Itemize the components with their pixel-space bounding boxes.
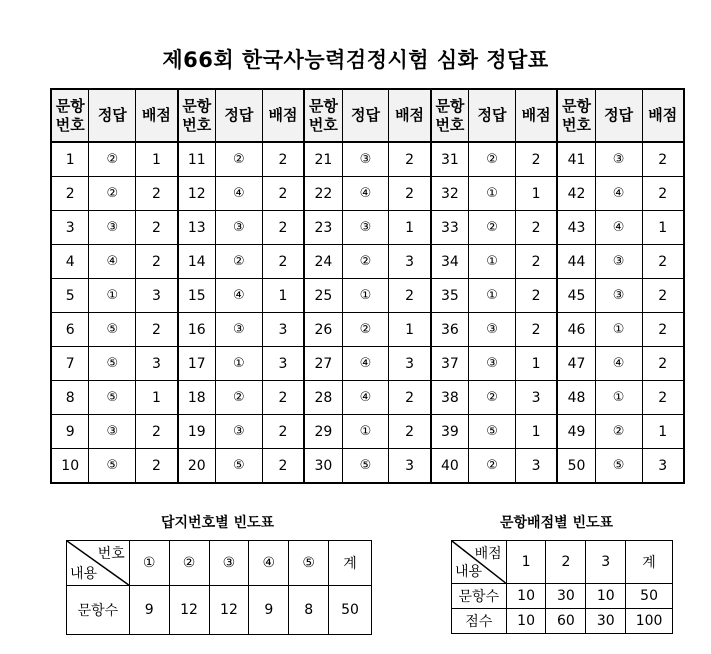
answer-cell: ④ <box>595 177 642 211</box>
header-number: 문항 번호 <box>557 89 595 142</box>
points-cell: 3 <box>389 449 431 484</box>
question-number: 24 <box>304 245 342 279</box>
question-number: 31 <box>431 142 469 177</box>
answer-cell: ④ <box>342 347 389 381</box>
points-cell: 3 <box>515 449 557 484</box>
question-number: 27 <box>304 347 342 381</box>
choice-frequency-table <box>66 540 372 635</box>
answer-cell: ② <box>469 381 516 415</box>
answer-cell: ② <box>89 142 136 177</box>
score-value-cell: 10 <box>506 584 546 609</box>
points-cell: 2 <box>515 313 557 347</box>
question-number: 32 <box>431 177 469 211</box>
question-number: 6 <box>51 313 89 347</box>
answer-cell: ① <box>595 381 642 415</box>
answer-cell: ③ <box>342 211 389 245</box>
points-cell: 2 <box>642 313 684 347</box>
points-cell: 3 <box>136 347 178 381</box>
points-cell: 2 <box>389 381 431 415</box>
header-number: 문항 번호 <box>304 89 342 142</box>
answer-cell: ③ <box>595 245 642 279</box>
header-answer: 정답 <box>342 89 389 142</box>
question-number: 5 <box>51 279 89 313</box>
question-number: 49 <box>557 415 595 449</box>
answer-cell: ① <box>595 313 642 347</box>
choice-column-header: ① <box>129 541 169 586</box>
header-points: 배점 <box>389 89 431 142</box>
question-number: 18 <box>178 381 216 415</box>
answer-cell: ② <box>215 245 262 279</box>
answer-cell: ③ <box>215 415 262 449</box>
answer-cell: ② <box>595 415 642 449</box>
header-points: 배점 <box>262 89 304 142</box>
question-number: 44 <box>557 245 595 279</box>
answer-cell: ⑤ <box>89 313 136 347</box>
points-cell: 3 <box>389 245 431 279</box>
answer-cell: ② <box>469 142 516 177</box>
points-cell: 2 <box>515 142 557 177</box>
question-number: 47 <box>557 347 595 381</box>
points-cell: 2 <box>642 279 684 313</box>
header-answer: 정답 <box>215 89 262 142</box>
points-cell: 2 <box>136 449 178 484</box>
answer-cell: ④ <box>342 177 389 211</box>
question-number: 23 <box>304 211 342 245</box>
points-cell: 1 <box>515 415 557 449</box>
points-cell: 2 <box>389 415 431 449</box>
points-cell: 1 <box>262 279 304 313</box>
choice-count-cell: 9 <box>129 586 169 635</box>
question-number: 37 <box>431 347 469 381</box>
question-number: 11 <box>178 142 216 177</box>
table-row <box>51 313 684 347</box>
score-value-cell: 30 <box>546 584 586 609</box>
points-cell: 2 <box>389 279 431 313</box>
question-number: 22 <box>304 177 342 211</box>
answer-cell: ① <box>469 245 516 279</box>
score-corner-cell <box>452 541 507 584</box>
answer-cell: ⑤ <box>595 449 642 484</box>
score-frequency-table <box>451 540 673 634</box>
choice-column-header: ③ <box>209 541 249 586</box>
answer-cell: ② <box>215 142 262 177</box>
corner-top-label: 배점 <box>474 546 502 562</box>
points-cell: 2 <box>262 177 304 211</box>
answer-cell: ⑤ <box>469 415 516 449</box>
corner-top-label: 번호 <box>97 546 125 562</box>
answer-cell: ④ <box>215 177 262 211</box>
question-number: 38 <box>431 381 469 415</box>
table-row <box>51 245 684 279</box>
table-row <box>51 381 684 415</box>
question-number: 7 <box>51 347 89 381</box>
points-cell: 2 <box>262 449 304 484</box>
points-cell: 3 <box>389 347 431 381</box>
choice-count-cell: 12 <box>209 586 249 635</box>
points-cell: 2 <box>136 211 178 245</box>
question-number: 42 <box>557 177 595 211</box>
table-row <box>51 449 684 484</box>
header-points: 배점 <box>642 89 684 142</box>
choice-freq-row <box>67 586 372 635</box>
points-cell: 1 <box>136 142 178 177</box>
answer-cell: ③ <box>215 211 262 245</box>
score-column-header: 2 <box>546 541 586 584</box>
points-cell: 1 <box>642 415 684 449</box>
answer-cell: ④ <box>215 279 262 313</box>
answer-cell: ④ <box>595 211 642 245</box>
points-cell: 2 <box>136 245 178 279</box>
answer-table <box>50 88 685 484</box>
score-value-cell: 50 <box>626 584 673 609</box>
points-cell: 2 <box>262 142 304 177</box>
answer-cell: ③ <box>595 142 642 177</box>
question-number: 50 <box>557 449 595 484</box>
choice-freq-title: 답지번호별 빈도표 <box>161 515 275 531</box>
answer-cell: ① <box>469 177 516 211</box>
question-number: 33 <box>431 211 469 245</box>
points-cell: 1 <box>136 381 178 415</box>
answer-cell: ⑤ <box>89 449 136 484</box>
score-column-header: 3 <box>586 541 626 584</box>
question-number: 10 <box>51 449 89 484</box>
choice-corner-cell <box>67 541 130 586</box>
points-cell: 2 <box>262 211 304 245</box>
answer-cell: ③ <box>215 313 262 347</box>
answer-cell: ② <box>342 313 389 347</box>
header-number: 문항 번호 <box>431 89 469 142</box>
points-cell: 2 <box>642 347 684 381</box>
answer-cell: ⑤ <box>342 449 389 484</box>
answer-cell: ③ <box>469 313 516 347</box>
answer-cell: ① <box>469 279 516 313</box>
question-number: 43 <box>557 211 595 245</box>
answer-cell: ② <box>469 449 516 484</box>
table-row <box>51 415 684 449</box>
answer-cell: ⑤ <box>215 449 262 484</box>
points-cell: 3 <box>515 381 557 415</box>
score-value-cell: 10 <box>506 609 546 634</box>
score-column-header: 1 <box>506 541 546 584</box>
answer-cell: ① <box>342 415 389 449</box>
question-number: 17 <box>178 347 216 381</box>
points-cell: 2 <box>515 279 557 313</box>
points-cell: 2 <box>136 313 178 347</box>
question-number: 3 <box>51 211 89 245</box>
header-answer: 정답 <box>595 89 642 142</box>
points-cell: 2 <box>515 245 557 279</box>
points-cell: 2 <box>642 245 684 279</box>
question-number: 26 <box>304 313 342 347</box>
points-cell: 1 <box>389 211 431 245</box>
question-number: 8 <box>51 381 89 415</box>
question-number: 9 <box>51 415 89 449</box>
answer-cell: ① <box>342 279 389 313</box>
question-number: 2 <box>51 177 89 211</box>
page-title: 제66회 한국사능력검정시험 심화 정답표 <box>162 48 549 72</box>
points-cell: 3 <box>262 347 304 381</box>
points-cell: 2 <box>642 142 684 177</box>
table-row <box>51 211 684 245</box>
question-number: 25 <box>304 279 342 313</box>
answer-cell: ③ <box>89 211 136 245</box>
points-cell: 2 <box>642 177 684 211</box>
choice-row-label: 문항수 <box>67 586 130 635</box>
points-cell: 2 <box>642 381 684 415</box>
points-cell: 2 <box>389 142 431 177</box>
corner-bottom-label: 내용 <box>70 566 98 582</box>
question-number: 41 <box>557 142 595 177</box>
question-number: 35 <box>431 279 469 313</box>
answer-table-header <box>51 89 684 142</box>
answer-cell: ② <box>469 211 516 245</box>
choice-count-cell: 8 <box>289 586 329 635</box>
question-number: 36 <box>431 313 469 347</box>
points-cell: 3 <box>136 279 178 313</box>
header-answer: 정답 <box>469 89 516 142</box>
score-freq-row <box>452 584 673 609</box>
answer-cell: ④ <box>595 347 642 381</box>
table-row <box>51 177 684 211</box>
answer-cell: ⑤ <box>89 381 136 415</box>
question-number: 48 <box>557 381 595 415</box>
score-value-cell: 60 <box>546 609 586 634</box>
answer-cell: ① <box>215 347 262 381</box>
question-number: 39 <box>431 415 469 449</box>
points-cell: 2 <box>262 381 304 415</box>
question-number: 13 <box>178 211 216 245</box>
question-number: 45 <box>557 279 595 313</box>
question-number: 29 <box>304 415 342 449</box>
choice-column-header: 계 <box>329 541 372 586</box>
points-cell: 2 <box>515 211 557 245</box>
question-number: 30 <box>304 449 342 484</box>
answer-cell: ② <box>89 177 136 211</box>
score-value-cell: 30 <box>586 609 626 634</box>
points-cell: 2 <box>136 415 178 449</box>
score-row-label: 문항수 <box>452 584 507 609</box>
points-cell: 1 <box>389 313 431 347</box>
question-number: 28 <box>304 381 342 415</box>
answer-cell: ④ <box>89 245 136 279</box>
choice-freq-header <box>67 541 372 586</box>
score-freq-row <box>452 609 673 634</box>
question-number: 1 <box>51 142 89 177</box>
score-freq-title: 문항배점별 빈도표 <box>500 515 614 531</box>
question-number: 15 <box>178 279 216 313</box>
answer-cell: ③ <box>342 142 389 177</box>
question-number: 46 <box>557 313 595 347</box>
points-cell: 3 <box>642 449 684 484</box>
table-row <box>51 279 684 313</box>
answer-cell: ⑤ <box>89 347 136 381</box>
table-row <box>51 142 684 177</box>
choice-column-header: ⑤ <box>289 541 329 586</box>
header-number: 문항 번호 <box>51 89 89 142</box>
points-cell: 2 <box>262 245 304 279</box>
choice-column-header: ② <box>169 541 209 586</box>
answer-cell: ③ <box>595 279 642 313</box>
answer-cell: ② <box>342 245 389 279</box>
points-cell: 1 <box>515 177 557 211</box>
question-number: 34 <box>431 245 469 279</box>
score-freq-header <box>452 541 673 584</box>
points-cell: 2 <box>136 177 178 211</box>
choice-count-cell: 12 <box>169 586 209 635</box>
header-points: 배점 <box>136 89 178 142</box>
choice-count-cell: 50 <box>329 586 372 635</box>
score-column-header: 계 <box>626 541 673 584</box>
choice-count-cell: 9 <box>249 586 289 635</box>
score-value-cell: 100 <box>626 609 673 634</box>
points-cell: 1 <box>515 347 557 381</box>
header-number: 문항 번호 <box>178 89 216 142</box>
question-number: 20 <box>178 449 216 484</box>
table-row <box>51 347 684 381</box>
points-cell: 2 <box>262 415 304 449</box>
question-number: 12 <box>178 177 216 211</box>
score-row-label: 점수 <box>452 609 507 634</box>
question-number: 19 <box>178 415 216 449</box>
answer-cell: ③ <box>89 415 136 449</box>
corner-bottom-label: 내용 <box>455 564 483 580</box>
question-number: 21 <box>304 142 342 177</box>
header-answer: 정답 <box>89 89 136 142</box>
points-cell: 2 <box>389 177 431 211</box>
question-number: 16 <box>178 313 216 347</box>
question-number: 40 <box>431 449 469 484</box>
answer-cell: ③ <box>469 347 516 381</box>
question-number: 4 <box>51 245 89 279</box>
answer-cell: ④ <box>342 381 389 415</box>
points-cell: 1 <box>642 211 684 245</box>
header-points: 배점 <box>515 89 557 142</box>
score-value-cell: 10 <box>586 584 626 609</box>
points-cell: 3 <box>262 313 304 347</box>
question-number: 14 <box>178 245 216 279</box>
answer-cell: ② <box>215 381 262 415</box>
answer-cell: ① <box>89 279 136 313</box>
choice-column-header: ④ <box>249 541 289 586</box>
